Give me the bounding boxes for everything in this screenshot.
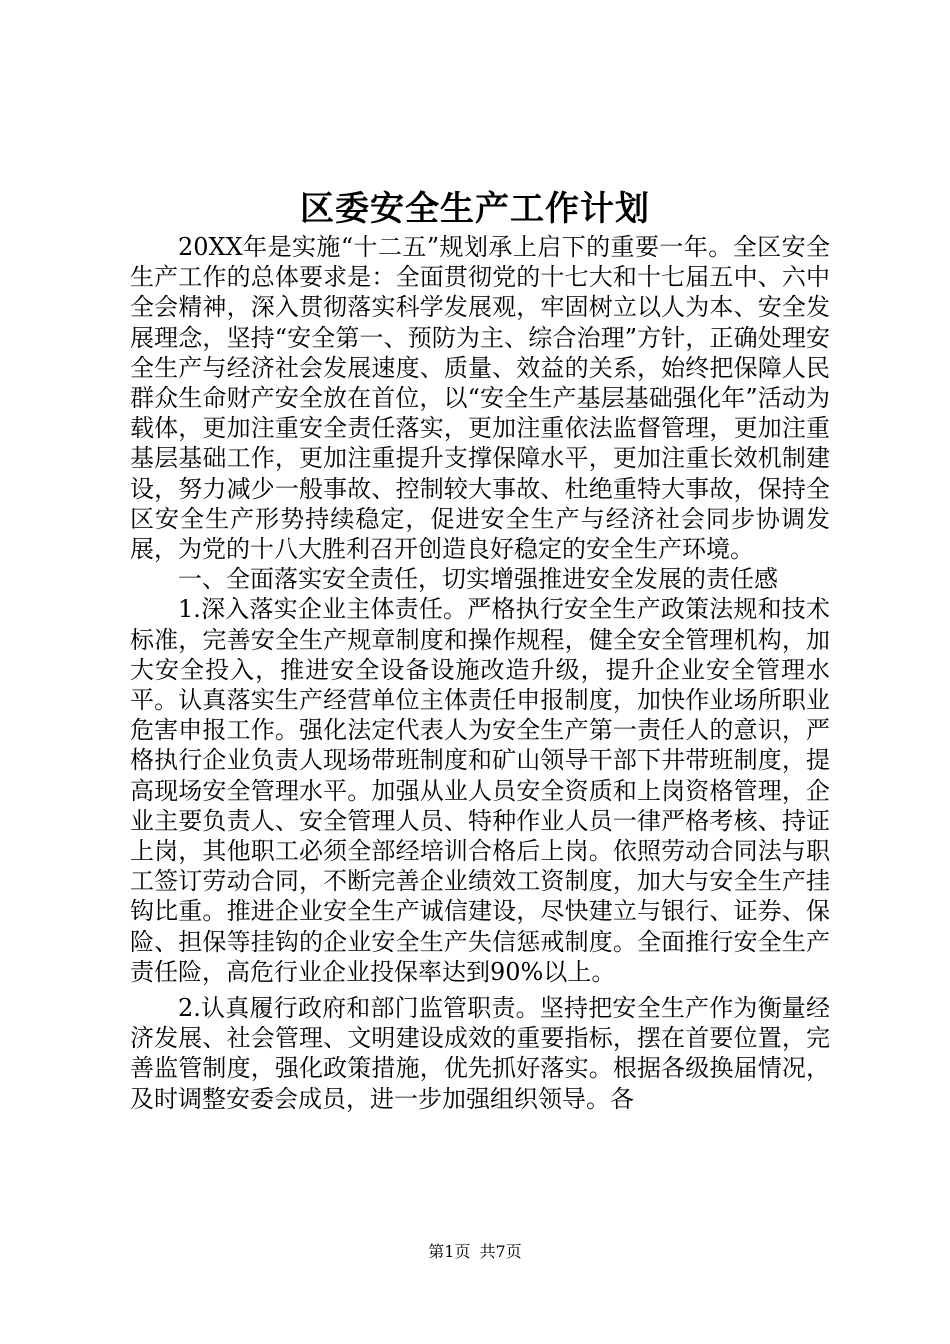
item-paragraph-2: 2.认真履行政府和部门监管职责。坚持把安全生产作为衡量经济发展、社会管理、文明建设成效的重要指标，摆在首要位置，完善监管制度，强化政策措施，优先抓好落实。根据各级换届情况，及时调整安委会成员，进一步加强组织领导。各	[130, 994, 830, 1113]
section-heading-1: 一、全面落实安全责任，切实增强推进安全发展的责任感	[178, 565, 778, 594]
document-title: 区委安全生产工作计划	[300, 189, 650, 229]
page-total: 共7页	[479, 1242, 522, 1261]
intro-paragraph: 20XX年是实施“十二五”规划承上启下的重要一年。全区安全生产工作的总体要求是：全面贯彻党的十七大和十七届五中、六中全会精神，深入贯彻落实科学发展观，牢固树立以人为本、安全发展理念，坚持“安全第一、预防为主、综合治理”方针，正确处理安全生产与经济社会发展速度、质量、效益的关系，始终把保障人民群众生命财产安全放在首位，以“安全生产基层基础强化年”活动为载体，更加注重安全责任落实，更加注重依法监督管理，更加注重基层基础工作，更加注重提升支撑保障水平，更加注重长效机制建设，努力减少一般事故、控制较大事故、杜绝重特大事故，保持全区安全生产形势持续稳定，促进安全生产与经济社会同步协调发展，为党的十八大胜利召开创造良好稳定的安全生产环境。	[130, 233, 830, 564]
page-number: 第1页	[428, 1242, 471, 1261]
item-paragraph-1: 1.深入落实企业主体责任。严格执行安全生产政策法规和技术标准，完善安全生产规章制度和操作规程，健全安全管理机构，加大安全投入，推进安全设备设施改造升级，提升企业安全管理水平。认真落实生产经营单位主体责任申报制度，加快作业场所职业危害申报工作。强化法定代表人为安全生产第一责任人的意识，严格执行企业负责人现场带班制度和矿山领导干部下井带班制度，提高现场安全管理水平。加强从业人员安全资质和上岗资格管理，企业主要负责人、安全管理人员、特种作业人员一律严格考核、持证上岗，其他职工必须全部经培训合格后上岗。依照劳动合同法与职工签订劳动合同，不断完善企业绩效工资制度，加大与安全生产挂钩比重。推进企业安全生产诚信建设，尽快建立与银行、证券、保险、担保等挂钩的企业安全生产失信惩戒制度。全面推行安全生产责任险，高危行业企业投保率达到90%以上。	[130, 595, 830, 986]
document-body	[130, 232, 830, 1114]
page-footer	[0, 1242, 950, 1262]
